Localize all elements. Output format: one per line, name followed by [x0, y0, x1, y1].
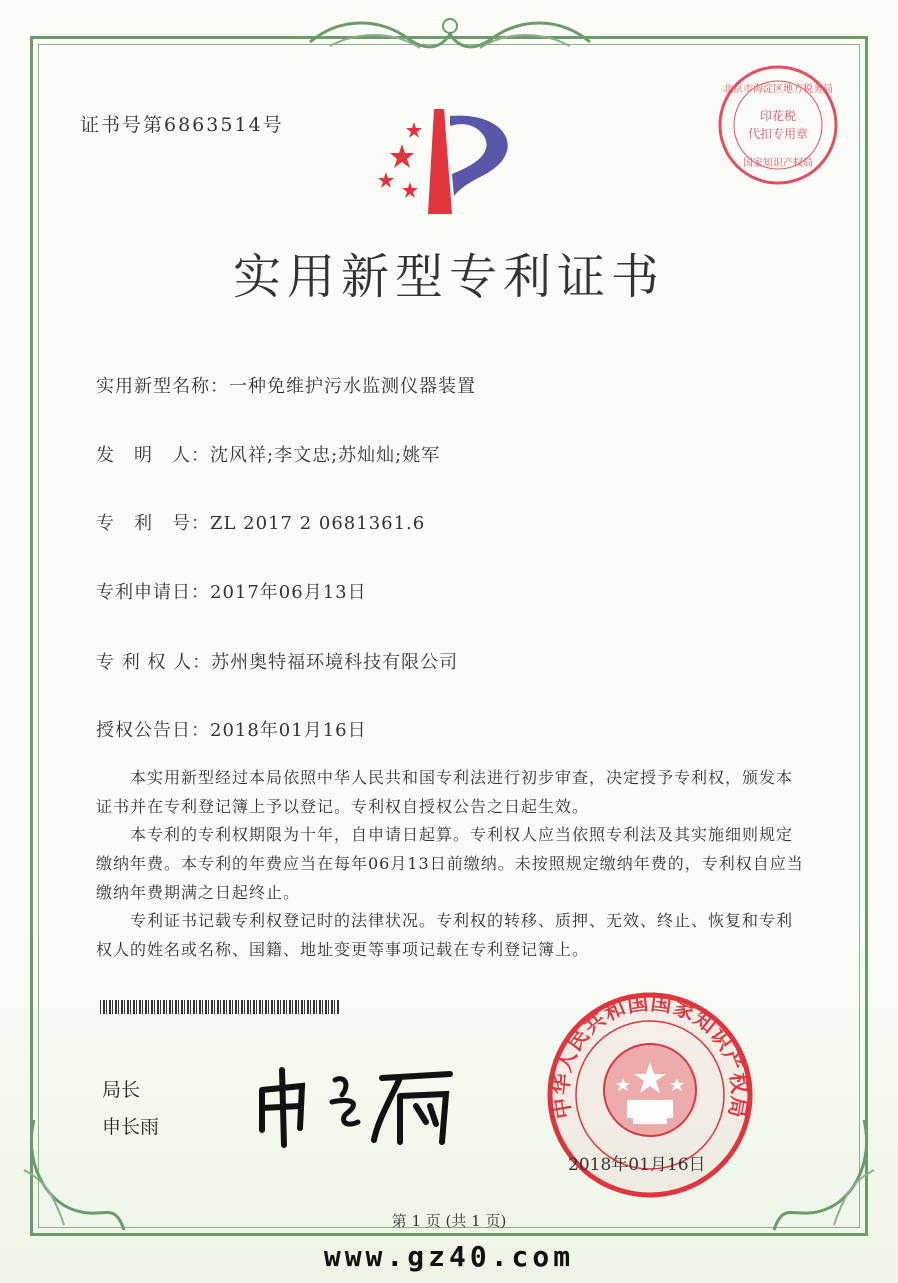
field-value: 沈风祥;李文忠;苏灿灿;姚军 [210, 445, 441, 466]
certificate-number: 证书号第6863514号 [80, 114, 284, 136]
seal-org-text: 中华人民共和国国家知识产权局 [548, 990, 752, 1121]
director-name: 申长雨 [102, 1116, 160, 1138]
field-patentee [96, 648, 458, 674]
field-grant-date [96, 716, 367, 742]
field-label: 发 明 人： [96, 445, 210, 466]
field-label: 专 利 号： [96, 513, 210, 534]
top-ornament [300, 12, 600, 60]
tax-stamp-line-2: 代扣专用章 [747, 127, 809, 141]
certificate-title: 实用新型专利证书 [232, 249, 665, 305]
barcode [100, 1000, 340, 1014]
paragraph-term: 本专利的专利权期限为十年，自申请日起算。专利权人应当依照专利法及其实施细则规定缴纳年费。本专利的年费应当在每年06月13日前缴纳。未按照规定缴纳年费的，专利权自应当缴纳年费期满之日起终止。 [96, 825, 804, 902]
field-value: 苏州奥特福环境科技有限公司 [211, 652, 459, 673]
cnipa-logo-icon [372, 104, 532, 219]
field-value: 2017年06月13日 [210, 582, 367, 603]
field-application-date [96, 578, 367, 604]
field-label: 授权公告日： [96, 720, 210, 741]
field-patent-number [96, 509, 425, 535]
field-value: 一种免维护污水监测仪器装置 [229, 376, 476, 397]
page-number: 第 1 页 (共 1 页) [391, 1212, 507, 1230]
field-value: ZL 2017 2 0681361.6 [210, 513, 426, 534]
field-label: 专利申请日： [96, 582, 210, 603]
director-title: 局长 [102, 1079, 141, 1101]
paragraph-grant: 本实用新型经过本局依照中华人民共和国专利法进行初步审查，决定授予专利权，颁发本证书并在专利登记簿上予以登记。专利权自授权公告之日起生效。 [96, 768, 794, 816]
field-utility-model-name [96, 372, 476, 398]
tax-stamp-line-1: 印花税 [759, 109, 797, 123]
tax-stamp-bottom-text: 国家知识产权局 [743, 158, 813, 169]
field-label: 专 利 权 人： [96, 652, 212, 673]
director-signature [250, 1050, 480, 1150]
field-label: 实用新型名称： [96, 376, 229, 397]
field-inventors [96, 441, 440, 467]
field-value: 2018年01月16日 [210, 720, 367, 741]
watermark-url: www.gz40.com [323, 1240, 575, 1273]
paragraph-legal-status: 专利证书记载专利权登记时的法律状况。专利权的转移、质押、无效、终止、恢复和专利权人的姓名或名称、国籍、地址变更等事项记载在专利登记簿上。 [96, 911, 794, 959]
tax-stamp-top-text: 北京市海淀区地方税务局 [723, 84, 833, 95]
seal-date: 2018年01月16日 [568, 1155, 706, 1175]
tax-stamp [715, 62, 841, 188]
